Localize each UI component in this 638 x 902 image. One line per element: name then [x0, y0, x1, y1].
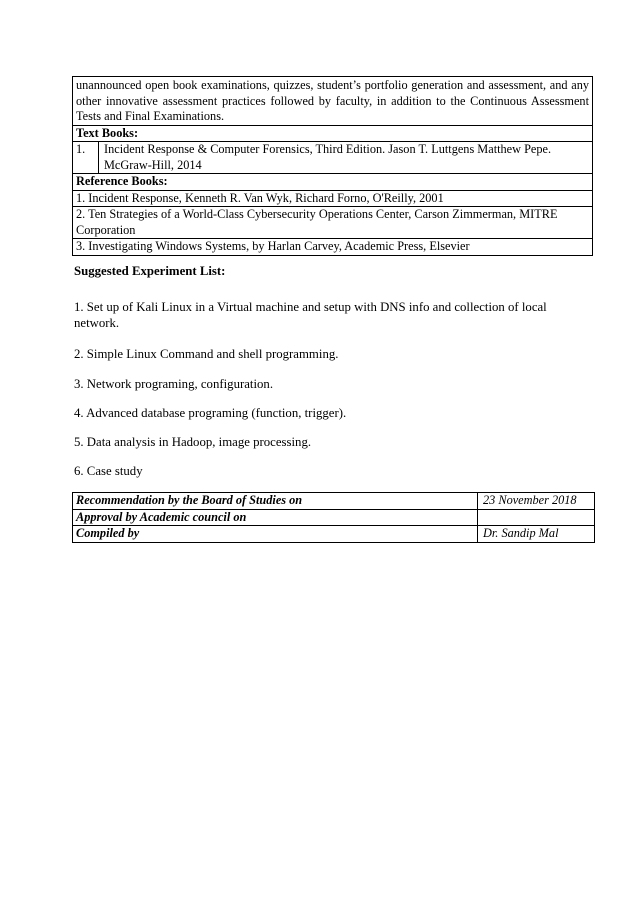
reference-books-heading: Reference Books: [73, 173, 592, 190]
text-book-item [73, 141, 592, 173]
text-book-text: Incident Response & Computer Forensics, Third Edition. Jason T. Luttgens Matthew Pepe. McGraw-Hill, 2014 [104, 142, 552, 172]
experiment-item: 1. Set up of Kali Linux in a Virtual machine and setup with DNS info and collection of local network. [74, 300, 547, 330]
approval-row [73, 509, 594, 526]
approval-value: 23 November 2018 [483, 493, 577, 507]
approval-value [478, 510, 594, 526]
assessment-text: unannounced open book examinations, quizzes, student’s portfolio generation and assessment, and any other innovative assessment practices followed by faculty, in addition to the Continuous Assessment Tests and Final Examinations. [76, 78, 589, 123]
experiment-item: 4. Advanced database programing (function, trigger). [74, 406, 347, 420]
syllabus-table [72, 76, 593, 256]
experiment-item: 2. Simple Linux Command and shell programming. [74, 347, 339, 361]
approval-table [72, 492, 595, 543]
approval-label: Approval by Academic council on [73, 510, 478, 526]
experiment-item: 5. Data analysis in Hadoop, image processing. [74, 435, 312, 449]
approval-value: Dr. Sandip Mal [483, 526, 559, 540]
reference-book-item: 2. Ten Strategies of a World-Class Cybersecurity Operations Center, Carson Zimmerman, MITRE Corporation [73, 206, 592, 238]
experiment-list-title: Suggested Experiment List: [74, 264, 226, 278]
reference-book-item: 3. Investigating Windows Systems, by Harlan Carvey, Academic Press, Elsevier [73, 238, 592, 255]
text-books-heading: Text Books: [73, 125, 592, 142]
approval-label: Recommendation by the Board of Studies on [73, 493, 478, 509]
reference-book-item: 1. Incident Response, Kenneth R. Van Wyk, Richard Forno, O'Reilly, 2001 [73, 190, 592, 207]
approval-row [73, 525, 594, 542]
experiment-item: 3. Network programing, configuration. [74, 377, 274, 391]
experiment-item: 6. Case study [74, 464, 143, 478]
approval-label: Compiled by [73, 526, 478, 542]
approval-row [73, 493, 594, 509]
text-book-number: 1. [73, 142, 99, 173]
